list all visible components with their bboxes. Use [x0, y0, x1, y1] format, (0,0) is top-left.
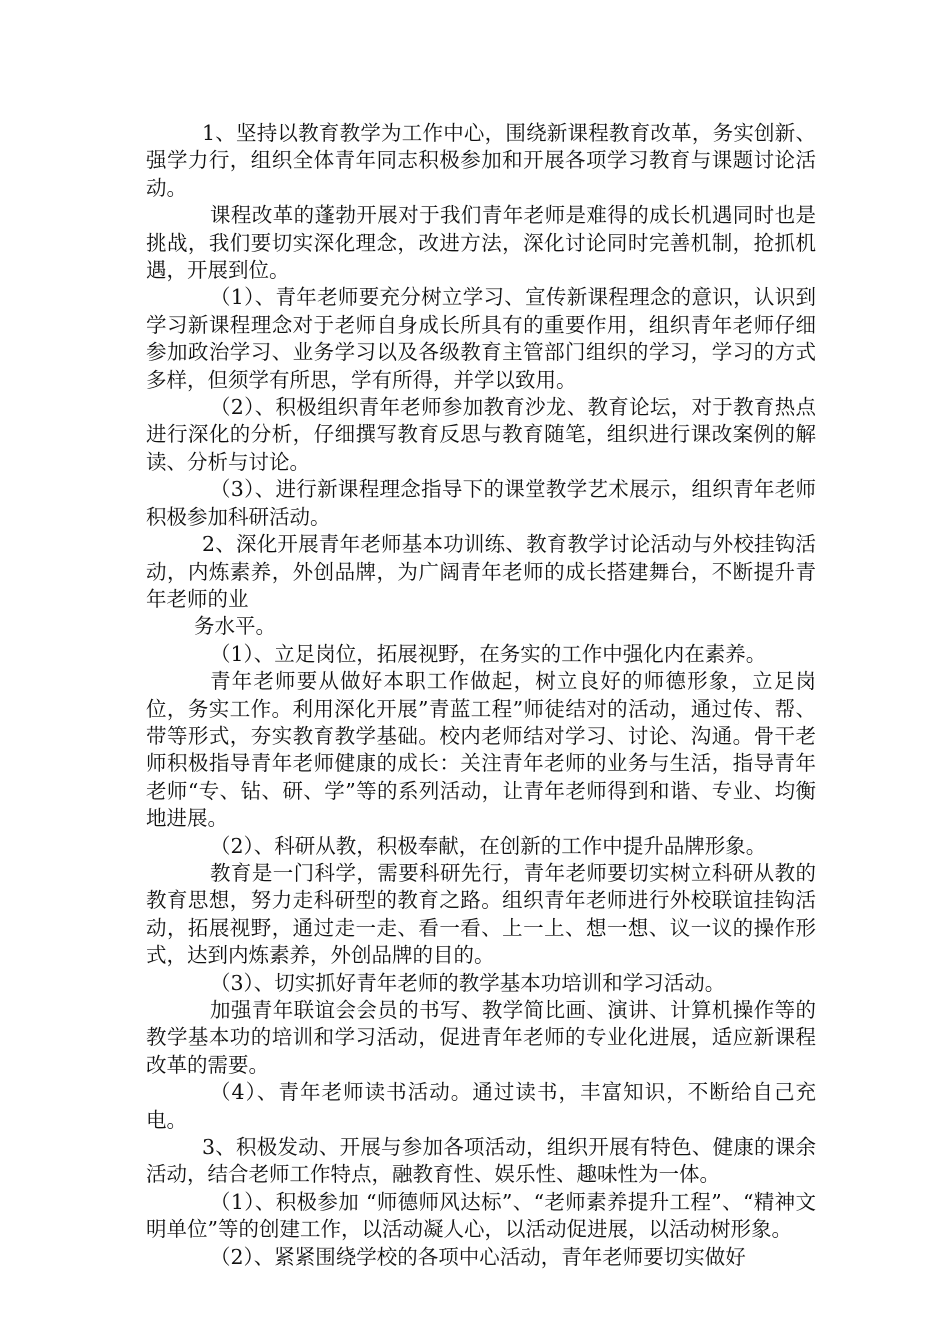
paragraph-17: （2）、紧紧围绕学校的各项中心活动，青年老师要切实做好 — [210, 1244, 746, 1269]
paragraph-13: 加强青年联谊会会员的书写、教学简比画、演讲、计算机操作等的教学基本功的培训和学习活动，促进青年老师的专业化进展，适应新课程改革的需要。 — [146, 998, 816, 1077]
paragraph-16: （1）、积极参加 “师德师风达标”、“老师素养提升工程”、“精神文明单位”等的创建工作，以活动凝人心，以活动促进展，以活动树形象。 — [146, 1189, 816, 1242]
paragraph-8: （1）、立足岗位，拓展视野，在务实的工作中强化内在素养。 — [210, 641, 767, 666]
paragraph-7: 务水平。 — [194, 614, 276, 639]
paragraph-3: （1）、青年老师要充分树立学习、宣传新课程理念的意识，认识到学习新课程理念对于老师自身成长所具有的重要作用，组织青年老师仔细参加政治学习、业务学习以及各级教育主管部门组织的学习，学习的方式多样，但须学有所思，学有所得，并学以致用。 — [146, 285, 816, 392]
paragraph-4: （2）、积极组织青年老师参加教育沙龙、教育论坛，对于教育热点进行深化的分析，仔细撰写教育反思与教育随笔，组织进行课改案例的解读、分析与讨论。 — [146, 395, 816, 474]
paragraph-10: （2）、科研从教，积极奉献，在创新的工作中提升品牌形象。 — [210, 833, 767, 858]
document-body — [146, 120, 816, 1271]
paragraph-6: 2、深化开展青年老师基本功训练、教育教学讨论活动与外校挂钩活动，内炼素养，外创品牌，为广阔青年老师的成长搭建舞台，不断提升青年老师的业 — [146, 532, 816, 611]
paragraph-1: 1、坚持以教育教学为工作中心，围绕新课程教育改革，务实创新、强学力行，组织全体青年同志积极参加和开展各项学习教育与课题讨论活动。 — [146, 121, 816, 200]
paragraph-2: 课程改革的蓬勃开展对于我们青年老师是难得的成长机遇同时也是挑战，我们要切实深化理念，改进方法，深化讨论同时完善机制，抢抓机遇，开展到位。 — [146, 203, 816, 283]
paragraph-15: 3、积极发动、开展与参加各项活动，组织开展有特色、健康的课余活动，结合老师工作特点，融教育性、娱乐性、趣味性为一体。 — [146, 1135, 816, 1187]
paragraph-12: （3）、切实抓好青年老师的教学基本功培训和学习活动。 — [210, 970, 726, 995]
paragraph-9: 青年老师要从做好本职工作做起，树立良好的师德形象，立足岗位，务实工作。利用深化开展”青蓝工程”师徒结对的活动，通过传、帮、带等形式，夯实教育教学基础。校内老师结对学习、讨论、沟通。骨干老师积极指导青年老师健康的成长：关注青年老师的业务与生活，指导青年老师“专、钻、研、学”等的系列活动，让青年老师得到和谐、专业、均衡地进展。 — [146, 669, 816, 831]
paragraph-11: 教育是一门科学，需要科研先行，青年老师要切实树立科研从教的教育思想，努力走科研型的教育之路。组织青年老师进行外校联谊挂钩活动，拓展视野，通过走一走、看一看、上一上、想一想、议一议的操作形式，达到内炼素养，外创品牌的目的。 — [146, 860, 816, 968]
paragraph-5: （3）、进行新课程理念指导下的课堂教学艺术展示，组织青年老师积极参加科研活动。 — [146, 477, 816, 529]
paragraph-14: （4）、青年老师读书活动。通过读书，丰富知识，不断给自己充电。 — [146, 1080, 816, 1132]
